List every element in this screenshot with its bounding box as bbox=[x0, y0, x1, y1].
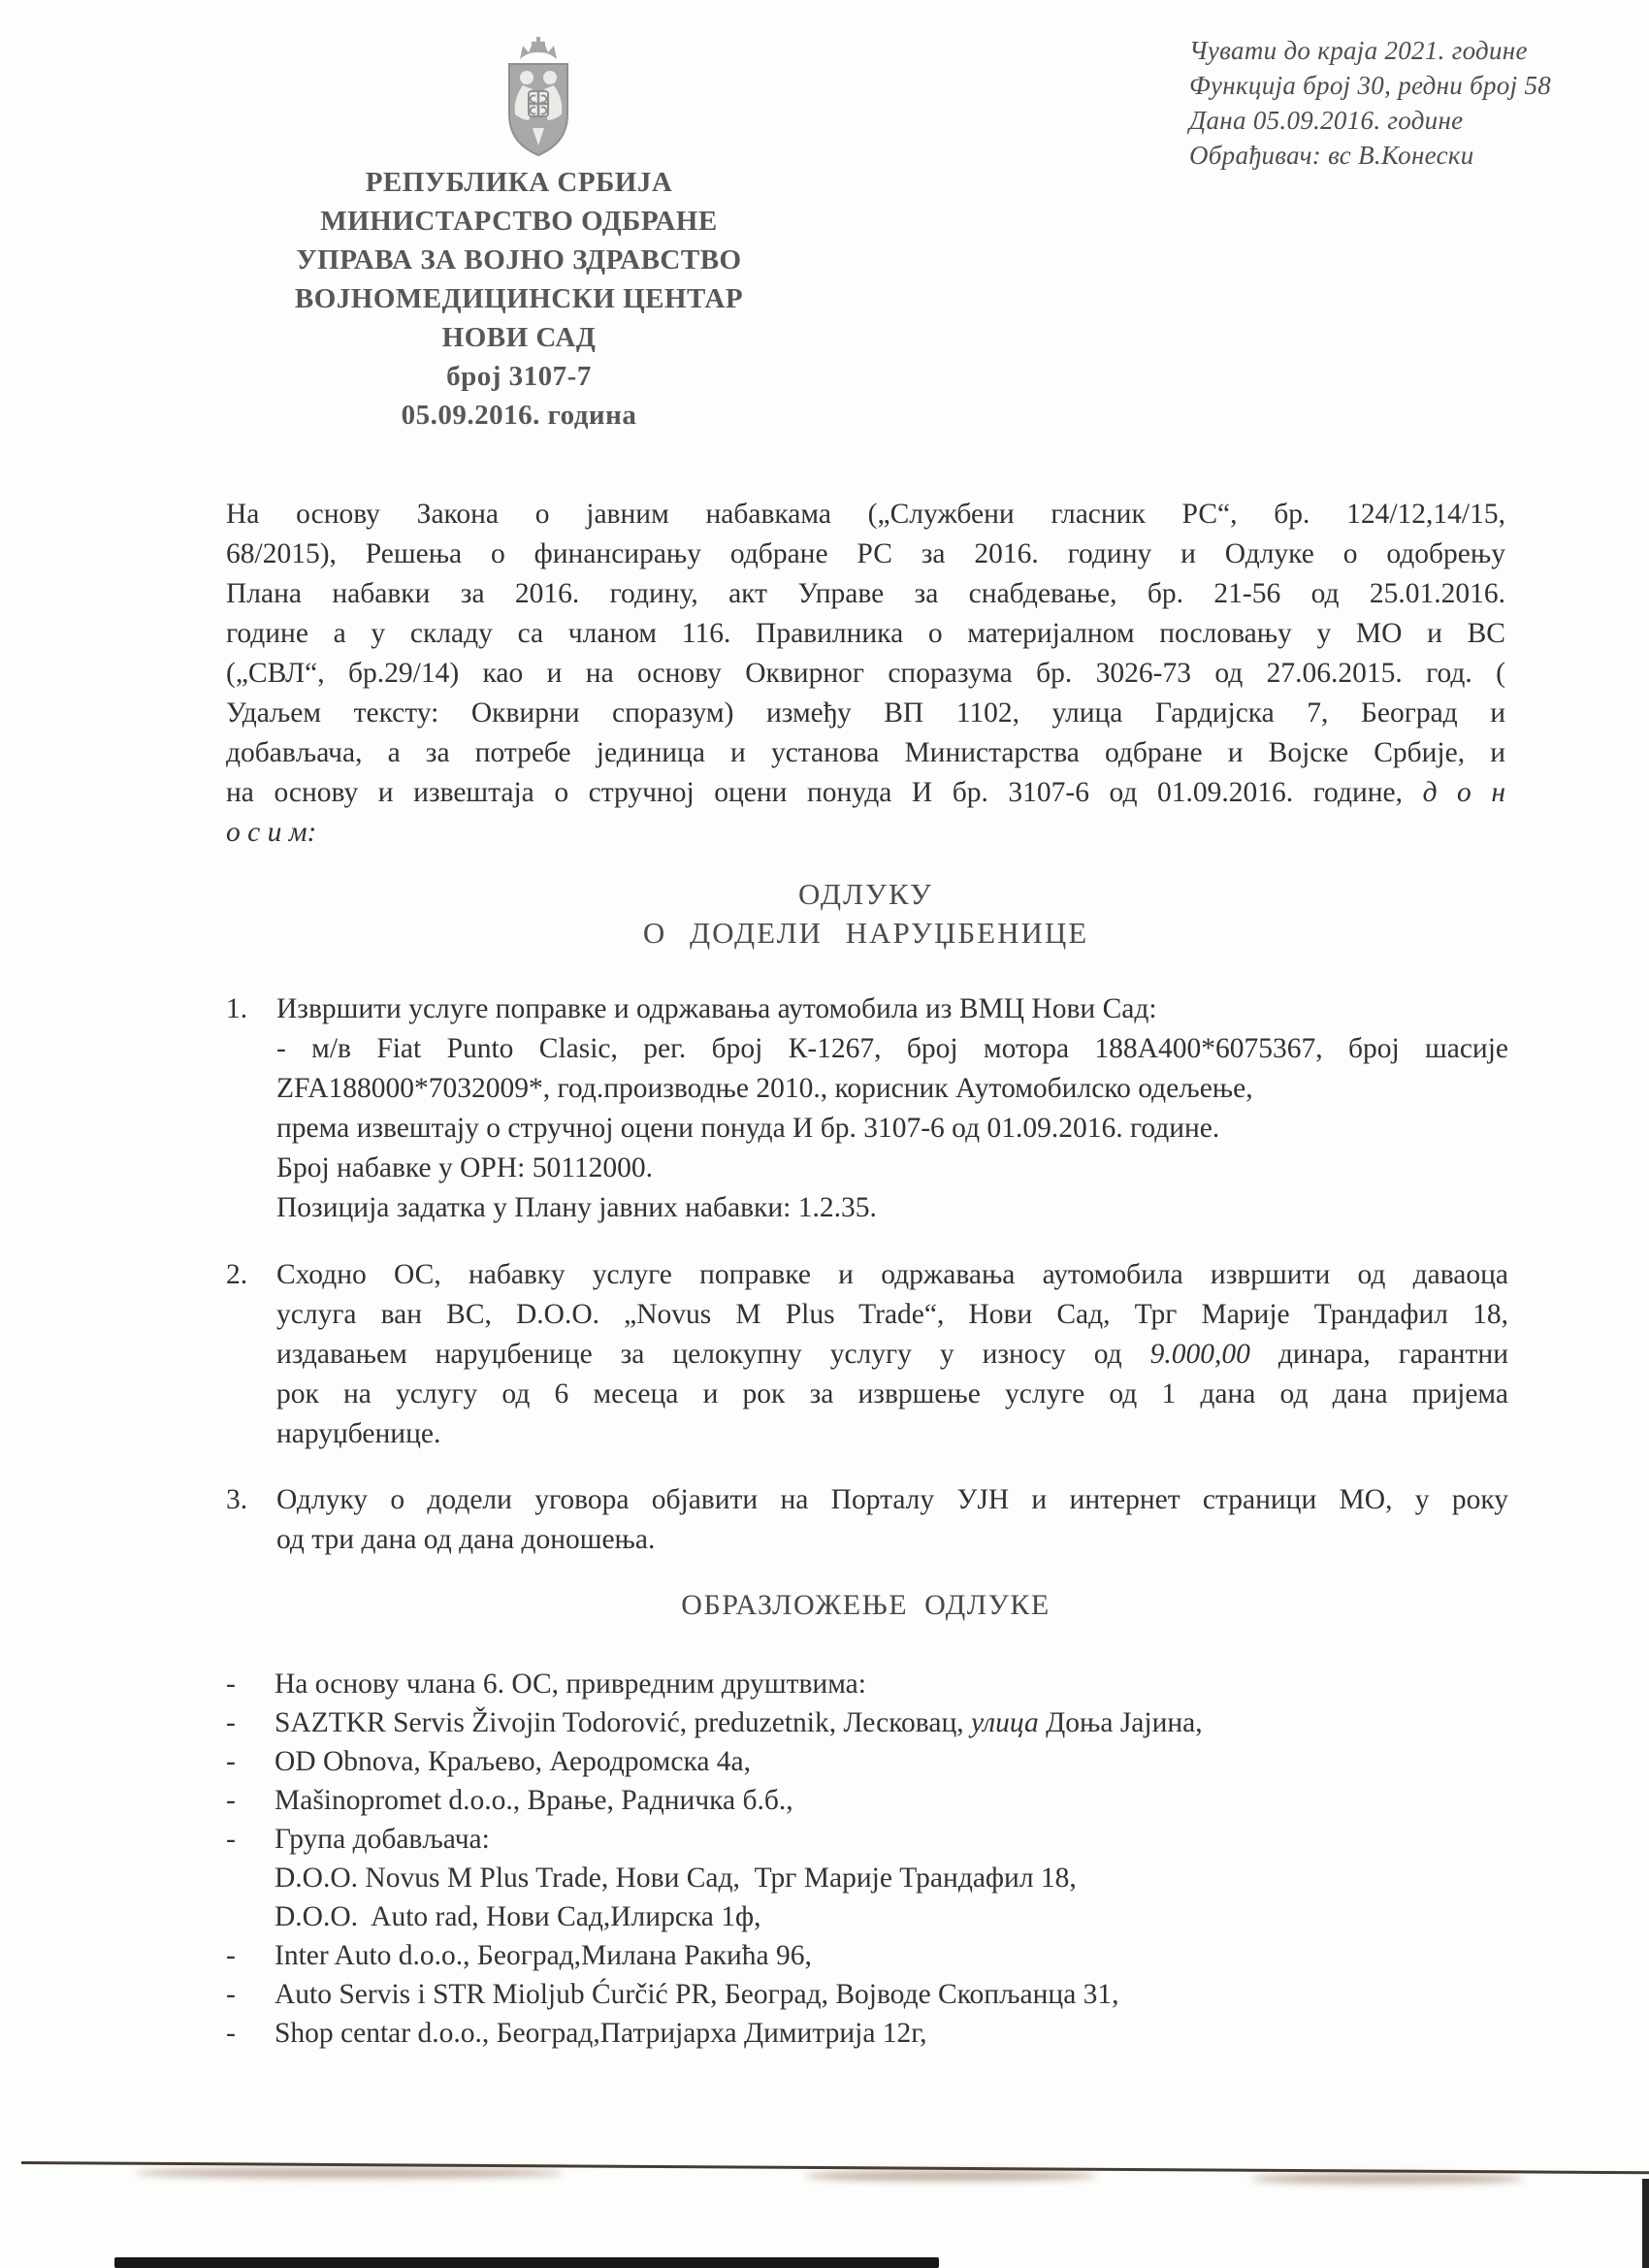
amount-line-post: динара, гарантни bbox=[1249, 1339, 1509, 1370]
list-item-text: На основу члана 6. ОС, привредним друштвима: bbox=[275, 1669, 866, 1700]
letterhead-country: РЕПУБЛИКА СРБИЈА bbox=[365, 167, 673, 198]
list-item bbox=[226, 1742, 1508, 1781]
letterhead-doc-number: број 3107-7 bbox=[446, 361, 592, 392]
list-item bbox=[226, 1665, 1508, 1703]
stamp-line-function: Функција број 30, редни број 58 bbox=[1189, 71, 1552, 100]
item-body bbox=[276, 989, 1508, 1228]
list-item-text: Shop centar d.o.o., Београд,Патријарха Димитрија 12г, bbox=[275, 2018, 927, 2049]
scan-artifact-smudge bbox=[1251, 2174, 1523, 2184]
amount-value: 9.000,00 bbox=[1149, 1339, 1250, 1370]
dash-bullet: - bbox=[226, 1940, 236, 1971]
intro-line bbox=[226, 773, 1505, 813]
list-item bbox=[226, 1936, 1508, 1975]
intro-line: Плана набавки за 2016. годину, акт Управе за снабдевање, бр. 21-56 од 25.01.2016. bbox=[226, 578, 1505, 609]
supplier-list bbox=[226, 1665, 1508, 2053]
list-item bbox=[226, 2014, 1508, 2053]
list-item-text: Auto Servis i STR Mioljub Ćurčić PR, Београд, Војводе Скопљанца 31, bbox=[275, 1979, 1119, 2010]
intro-paragraph bbox=[226, 495, 1505, 853]
intro-donosim-continued: о с и м: bbox=[226, 817, 317, 848]
explanation-heading: ОБРАЗЛОЖЕЊЕ ОДЛУКЕ bbox=[681, 1589, 1051, 1621]
intro-line: 68/2015), Решења о финансирању одбране РС за 2016. годину и Одлуке о одобрењу bbox=[226, 538, 1505, 569]
item2-line: наруџбенице. bbox=[276, 1418, 441, 1449]
intro-line: На основу Закона о јавним набавкама („Службени гласник РС“, бр. 124/12,14/15, bbox=[226, 499, 1505, 530]
letterhead-ministry: МИНИСТАРСТВО ОДБРАНЕ bbox=[320, 206, 718, 237]
decision-heading-line2: О ДОДЕЛИ НАРУЏБЕНИЦЕ bbox=[642, 916, 1089, 950]
decision-item-1 bbox=[226, 989, 1508, 1228]
dash-bullet: - bbox=[226, 1707, 236, 1738]
list-item bbox=[226, 1820, 1508, 1859]
letterhead-directorate: УПРАВА ЗА ВОЈНО ЗДРАВСТВО bbox=[296, 244, 742, 275]
item2-amount-line bbox=[276, 1335, 1508, 1375]
intro-line: („СВЛ“, бр.29/14) као и на основу Оквирног споразума бр. 3026-73 од 27.06.2015. год. ( bbox=[226, 658, 1505, 689]
stamp-line-date: Дана 05.09.2016. године bbox=[1189, 106, 1464, 135]
list-item-post: Доња Јајина, bbox=[1038, 1707, 1203, 1738]
list-item-text: Inter Auto d.o.o., Београд,Милана Ракића 96, bbox=[275, 1940, 812, 1971]
item3-line: од три дана од дана доношења. bbox=[276, 1524, 656, 1555]
scan-artifact-bottom-strip bbox=[114, 2257, 939, 2268]
scan-artifact-smudge bbox=[805, 2171, 1096, 2181]
letterhead-center: ВОЈНОМЕДИЦИНСКИ ЦЕНТАР bbox=[294, 283, 744, 314]
item3-line: Одлуку о додели уговора објавити на Порталу УЈН и интернет страници МО, у року bbox=[276, 1484, 1508, 1515]
item-body bbox=[276, 1255, 1508, 1454]
list-item-text: Група добављача: bbox=[275, 1824, 490, 1855]
list-item-text: OD Obnova, Краљево, Аеродромска 4а, bbox=[275, 1746, 752, 1777]
dash-bullet bbox=[226, 1859, 275, 1897]
list-item-italic: улица bbox=[970, 1707, 1039, 1738]
dash-bullet: - bbox=[226, 1824, 236, 1855]
scan-artifact-smudge bbox=[136, 2168, 563, 2178]
intro-donosim-italic: д о н bbox=[1422, 777, 1506, 808]
letterhead-doc-date: 05.09.2016. година bbox=[401, 400, 637, 431]
item-body bbox=[276, 1480, 1508, 1560]
intro-line: године а у складу са чланом 116. Правилника о материјалном пословању у МО и ВС bbox=[226, 618, 1505, 649]
list-item-text: D.O.O. Novus M Plus Trade, Нови Сад, Трг Марије Трандафил 18, bbox=[275, 1863, 1077, 1894]
item2-line: услуга ван ВС, D.O.O. „Novus M Plus Trade“, Нови Сад, Трг Марије Трандафил 18, bbox=[276, 1299, 1508, 1330]
decision-item-3 bbox=[226, 1480, 1508, 1560]
list-subitem bbox=[226, 1897, 1508, 1936]
archival-stamp-note bbox=[1189, 33, 1551, 173]
list-item-text: D.O.O. Auto rad, Нови Сад,Илирска 1ф, bbox=[275, 1901, 761, 1932]
letterhead bbox=[228, 163, 810, 435]
list-item-text bbox=[275, 1703, 1508, 1742]
list-item bbox=[226, 1975, 1508, 2014]
item1-line: Позиција задатка у Плану јавних набавки: 1.2.35. bbox=[276, 1192, 877, 1223]
dash-bullet: - bbox=[226, 1785, 236, 1816]
serbia-coat-of-arms-icon bbox=[494, 35, 583, 159]
intro-line: добављача, а за потребе јединица и установа Министарства одбране и Војске Србије, и bbox=[226, 737, 1505, 768]
item2-line: рок на услугу од 6 месеца и рок за извршење услуге од 1 дана од дана пријема bbox=[276, 1378, 1508, 1409]
item1-line: према извештају о стручној оцени понуда И бр. 3107-6 од 01.09.2016. године. bbox=[276, 1113, 1220, 1144]
intro-line-text: на основу и извештаја о стручној оцени понуда И бр. 3107-6 од 01.09.2016. године, bbox=[226, 777, 1423, 808]
dash-bullet: - bbox=[226, 1669, 236, 1700]
dash-bullet: - bbox=[226, 1746, 236, 1777]
item1-line: Извршити услуге поправке и одржавања аутомобила из ВМЦ Нови Сад: bbox=[276, 993, 1157, 1024]
item1-line: Број набавке у ОРН: 50112000. bbox=[276, 1152, 653, 1183]
dash-bullet: - bbox=[226, 2018, 236, 2049]
list-item-text: Mašinopromet d.o.o., Врање, Радничка б.б., bbox=[275, 1785, 793, 1816]
stamp-line-clerk: Обрађивач: вс В.Конески bbox=[1189, 141, 1474, 170]
intro-line: Удаљем тексту: Оквирни споразум) између ВП 1102, улица Гардијска 7, Београд и bbox=[226, 697, 1505, 729]
decision-item-2 bbox=[226, 1255, 1508, 1454]
list-item bbox=[226, 1703, 1508, 1742]
scan-artifact-right-strip bbox=[1642, 2179, 1649, 2268]
list-item bbox=[226, 1781, 1508, 1820]
list-subitem bbox=[226, 1859, 1508, 1897]
item-number: 2. bbox=[226, 1259, 248, 1290]
dash-bullet bbox=[226, 1897, 275, 1936]
item-number: 3. bbox=[226, 1484, 248, 1515]
dash-bullet: - bbox=[226, 1979, 236, 2010]
decision-heading bbox=[226, 875, 1505, 953]
letterhead-city: НОВИ САД bbox=[441, 322, 597, 353]
item1-line: - м/в Fiat Punto Clasic, рег. број К-1267, број мотора 188А400*6075367, број шасије bbox=[276, 1033, 1508, 1064]
item-number: 1. bbox=[226, 993, 248, 1024]
item1-line: ZFA188000*7032009*, год.производње 2010., корисник Аутомобилско одељење, bbox=[276, 1073, 1253, 1104]
amount-line-pre: издавањем наруџбенице за целокупну услугу у износу од bbox=[276, 1339, 1150, 1370]
decision-heading-line1: ОДЛУКУ bbox=[798, 877, 933, 911]
item2-line: Сходно ОС, набавку услуге поправке и одржавања аутомобила извршити од даваоца bbox=[276, 1259, 1508, 1290]
list-item-pre: SAZTKR Servis Živojin Todorović, preduzetnik, Лесковац, bbox=[275, 1707, 971, 1738]
stamp-line-retention: Чувати до краја 2021. године bbox=[1189, 36, 1528, 65]
